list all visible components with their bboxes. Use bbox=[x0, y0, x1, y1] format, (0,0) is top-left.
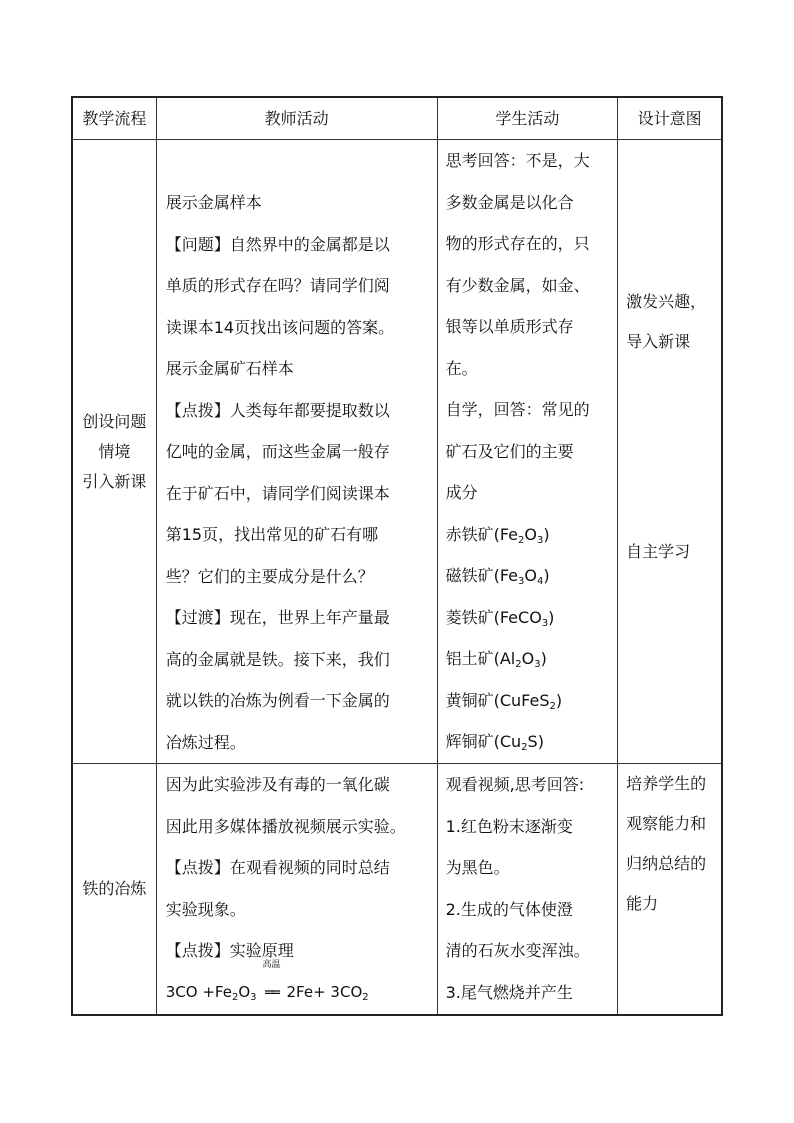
stage-line: 引入新课 bbox=[82, 471, 147, 491]
design-line: 激发兴趣， bbox=[626, 292, 707, 311]
design-cell bbox=[618, 764, 722, 1016]
teacher-line: 在于矿石中，请同学们阅读课本 bbox=[165, 483, 390, 503]
teacher-line: 实验现象。 bbox=[165, 899, 246, 919]
teacher-line: 就以铁的冶炼为例看一下金属的 bbox=[165, 691, 390, 710]
reaction-equation: $3CO +Fe_2O_3$ 高温 ══ $2Fe+ 3CO_2$ bbox=[166, 972, 431, 1015]
teacher-line: 因此用多媒体播放视频展示实验。 bbox=[165, 816, 406, 836]
student-line: 成分 bbox=[445, 483, 478, 502]
teacher-line: 【点拨】实验原理 bbox=[165, 941, 294, 960]
lesson-plan-table bbox=[71, 96, 723, 1016]
ore-formula: 铝土矿$(Al_2O_3)$ bbox=[445, 649, 547, 670]
teacher-line: 读课本14页找出该问题的答案。 bbox=[165, 317, 395, 337]
teacher-line: 单质的形式存在吗？请同学们阅 bbox=[165, 276, 390, 295]
stage-cell bbox=[72, 140, 156, 764]
student-line: 2.生成的气体使澄 bbox=[445, 899, 573, 919]
teacher-line: 高的金属就是铁。接下来，我们 bbox=[165, 649, 390, 669]
design-cell bbox=[618, 140, 722, 764]
student-line: 矿石及它们的主要 bbox=[445, 441, 574, 461]
student-line: 3.尾气燃烧并产生 bbox=[445, 982, 573, 1002]
student-line: 有少数金属，如金、 bbox=[445, 275, 590, 295]
ore-list bbox=[446, 514, 614, 763]
teacher-line: 【问题】自然界中的金属都是以 bbox=[165, 234, 390, 254]
stage-cell bbox=[72, 764, 156, 1016]
table-row bbox=[72, 140, 722, 764]
teacher-line: 展示金属矿石样本 bbox=[165, 359, 294, 378]
student-line: 思考回答：不是，大 bbox=[445, 151, 590, 170]
header-student: 学生活动 bbox=[437, 97, 618, 140]
reaction-condition: 高温 ══ bbox=[262, 959, 281, 1001]
teacher-cell bbox=[156, 140, 437, 764]
student-line: 银等以单质形式存 bbox=[445, 317, 574, 336]
student-line: 清的石灰水变浑浊。 bbox=[445, 941, 590, 960]
student-line: 自学，回答：常见的 bbox=[445, 400, 590, 419]
header-design: 设计意图 bbox=[618, 97, 722, 140]
design-line: 导入新课 bbox=[626, 332, 691, 351]
table-header-row bbox=[72, 97, 722, 140]
table-row bbox=[72, 764, 722, 1016]
design-line: 自主学习 bbox=[626, 542, 691, 561]
ore-formula: 菱铁矿(FeCO$_3$) bbox=[445, 607, 555, 629]
teacher-line: 【过渡】现在，世界上年产量最 bbox=[165, 608, 390, 627]
student-line: 物的形式存在的，只 bbox=[445, 234, 590, 253]
ore-formula: 磁铁矿$(Fe_3O_4)$ bbox=[445, 566, 550, 587]
student-line: 在。 bbox=[445, 358, 478, 378]
teacher-line: 【点拨】人类每年都要提取数以 bbox=[165, 400, 390, 420]
teacher-line: 亿吨的金属，而这些金属一般存 bbox=[165, 442, 390, 461]
teacher-line: 些？它们的主要成分是什么？ bbox=[165, 566, 374, 586]
header-teacher: 教师活动 bbox=[156, 97, 437, 140]
teacher-line: 第15页，找出常见的矿石有哪 bbox=[165, 525, 379, 544]
stage-line: 铁的冶炼 bbox=[82, 879, 147, 898]
student-cell bbox=[437, 764, 618, 1016]
teacher-cell bbox=[156, 764, 437, 1016]
header-flow: 教学流程 bbox=[72, 97, 156, 140]
student-line: 观看视频,思考回答: bbox=[445, 775, 585, 794]
design-line: 能力 bbox=[626, 894, 659, 913]
student-line: 多数金属是以化合 bbox=[445, 192, 574, 212]
design-line: 观察能力和 bbox=[626, 814, 707, 833]
stage-line: 情境 bbox=[98, 441, 131, 461]
ore-formula: 黄铜矿(CuFeS$_2$) bbox=[445, 690, 563, 712]
student-line: 1.红色粉末逐渐变 bbox=[445, 816, 573, 836]
teacher-line: 【点拨】在观看视频的同时总结 bbox=[165, 858, 390, 877]
design-line: 培养学生的 bbox=[626, 774, 707, 793]
stage-line: 创设问题 bbox=[82, 411, 147, 431]
teacher-line: 展示金属样本 bbox=[165, 193, 262, 212]
ore-formula: 赤铁矿$(Fe_2O_3)$ bbox=[445, 524, 550, 546]
student-cell bbox=[437, 140, 618, 764]
ore-formula: 辉铜矿$(Cu_2S)$ bbox=[445, 732, 544, 753]
teacher-line: 冶炼过程。 bbox=[165, 732, 246, 752]
teacher-line: 因为此实验涉及有毒的一氧化碳 bbox=[165, 775, 390, 794]
design-line: 归纳总结的 bbox=[626, 854, 707, 873]
student-line: 为黑色。 bbox=[445, 858, 510, 877]
